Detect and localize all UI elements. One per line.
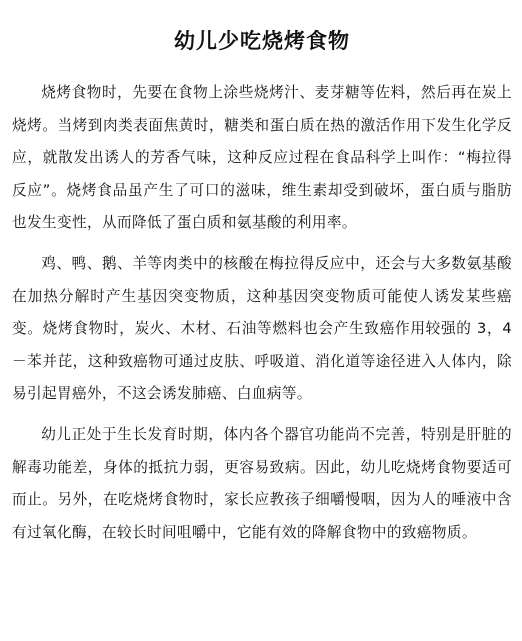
- paragraph-1: 烧烤食物时，先要在食物上涂些烧烤汁、麦芽糖等佐料，然后再在炭上烧烤。当烤到肉类表面焦黄时，糖类和蛋白质在热的激活作用下发生化学反应，就散发出诱人的芳香气味，这种反应过程在食品科学上叫作：“梅拉得反应”。烧烤食品虽产生了可口的滋味，维生素却受到破坏，蛋白质与脂肪也发生变性，从而降低了蛋白质和氨基酸的利用率。: [12, 84, 512, 232]
- paragraph-3: 幼儿正处于生长发育时期，体内各个器官功能尚不完善，特别是肝脏的解毒功能差，身体的抵抗力弱，更容易致病。因此，幼儿吃烧烤食物要适可而止。另外，在吃烧烤食物时，家长应教孩子细嚼慢咽，因为人的唾液中含有过氧化酶，在较长时间咀嚼中，它能有效的降解食物中的致癌物质。: [12, 425, 512, 541]
- document-title: 幼儿少吃烧烤食物: [174, 29, 350, 53]
- paragraph-2: 鸡、鸭、鹅、羊等肉类中的核酸在梅拉得反应中，还会与大多数氨基酸在加热分解时产生基因突变物质，这种基因突变物质可能使人诱发某些癌变。烧烤食物时，炭火、木材、石油等燃料也会产生致癌作用较强的 3，4－苯并芘，这种致癌物可通过皮肤、呼吸道、消化道等途径进入人体内，除易引起胃癌外，不这会诱发肺癌、白血病等。: [12, 254, 512, 403]
